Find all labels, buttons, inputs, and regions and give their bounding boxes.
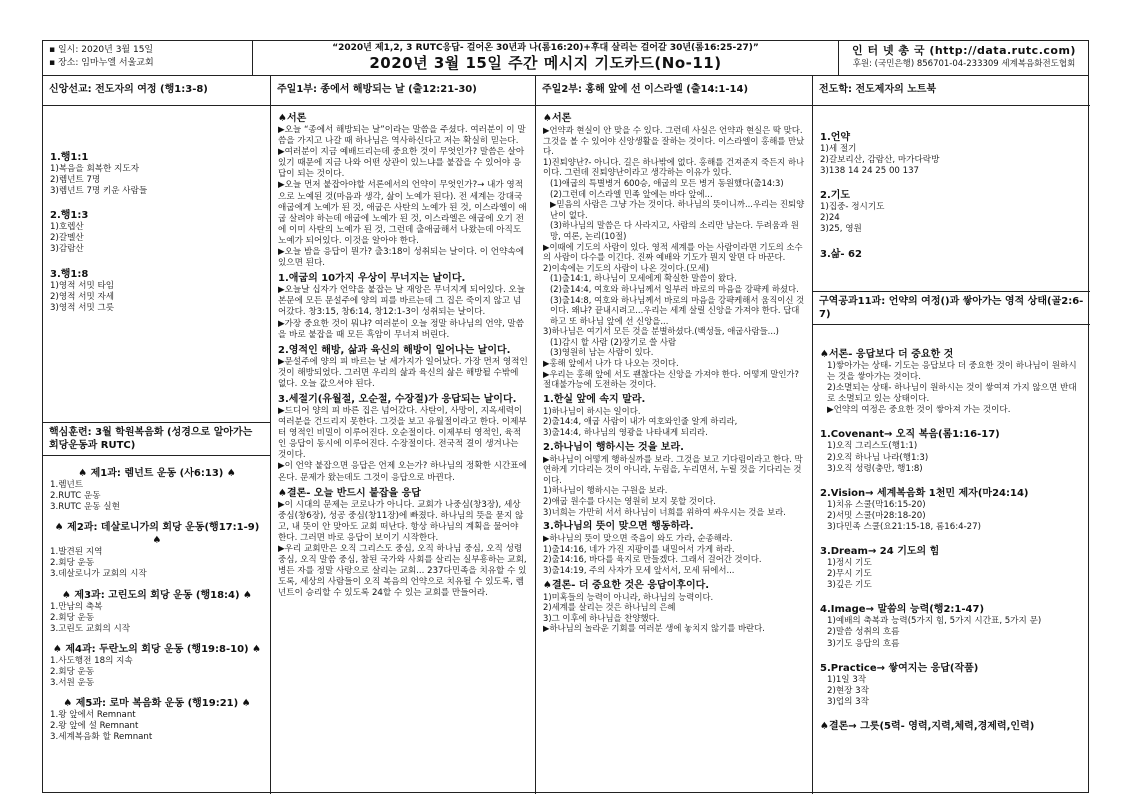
column-4-heading: 전도학: 전도제자의 노트북 (813, 75, 1090, 106)
body-line: ▶이때에 기도의 사람이 있다. 영적 세계를 아는 사람이라면 기도의 소수의 사람이 다수를 이긴다. 진짜 예배와 기도가 뭔지 알면 다 바꾼다. (543, 241, 803, 263)
body-line: ▶오늘 밤을 응답이 뭔가? 출3:18이 성취되는 날이다. 이 언약속에 있으면 된다. (278, 247, 524, 269)
body-line: 2)이속에는 기도의 사람이 나온 것이다.(모세) (543, 262, 709, 273)
body-line: (1)출14:1, 하나님이 모세에게 확실한 말씀이 왔다. (550, 273, 737, 284)
practice-item: 2)무시 기도 (827, 569, 872, 580)
lesson-item: 1.왕 앞에서 Remnant (50, 710, 136, 721)
body-line: ▶오늘 먼저 붙잡아야할 서론에서의 언약이 무엇인가?→ 내가 영적으로 노예된 것(마음과 생각, 삶이 노예가 된다). 전 세계는 강대국 애굽에게 노예가 된 것, 애굽은 사탄의 노예가 된 것, 이스라엘이 애굽 살려야 하는데 애굽에 노예가 된 것, 이스라엘은 애굽에 오기 전에 이미 사탄의 노예가 된 것, 그런데 출애굽해서 나왔는데 아직도 노예가 되어있다. 이것을 알아야 한다. (278, 180, 527, 246)
body-line: ▶오늘 “종에서 해방되는 날”이라는 말씀을 주셨다. 여러분이 이 말씀을 가지고 나갈 때 하나님은 역사하신다고 저는 확실히 믿는다. (278, 125, 526, 147)
body-line: (1)애굽의 특별병거 600승, 애굽의 모든 병거 동원했다(출14:3) (550, 177, 784, 188)
body-line: 2)애굽 원수를 다시는 영원히 보지 못할 것이다. (543, 496, 716, 506)
practice-item: 2)오직 하나님 나라(행1:3) (827, 452, 929, 463)
body-line: ▶이 언약 붙잡으면 응답은 언제 오는가? 하나님의 정확한 시간표에 온다. 문제가 왔는데도 그것이 응답으로 바뀐다. (278, 461, 527, 483)
practice-section-title: 2.Vision→ 세계복음화 1천민 제자(마24:14) (820, 487, 1029, 499)
body-line: ▶하나님이 어떻게 행하실까를 보라. 그것을 보고 기다림이라고 한다. 막연하게 기다리는 것이 아니라, 누림을, 누리면서, 누릴 것을 기다리는 것이다. (543, 453, 803, 485)
practice-item: 3)기도 응답의 흐름 (827, 638, 900, 649)
body-line: 1)진퇴양난?- 아니다. 길은 하나밖에 없다. 홍해를 건져준지 죽든지 하나이다. 그런데 진퇴양난이라고 생각하는 이유가 있다. (543, 156, 805, 178)
practice-item: 1)정시 기도 (827, 558, 872, 569)
column-1-heading: 신앙선교: 전도자의 여정 (행1:3-8) (43, 75, 270, 106)
header-subtitle: “2020년 제1,2, 3 RUTC응답- 걸어온 30년과 나(롬16:20)+후대 살리는 걸어갈 30년(롬16:25-27)” (332, 43, 759, 53)
lesson-item: 2.회당 운동 (50, 558, 95, 569)
outline-heading: 3.삶- 62 (820, 248, 862, 260)
practice-item: 3)깊은 기도 (827, 580, 872, 591)
prayer-card (42, 40, 1089, 793)
header-site: 인 터 넷 총 국 (http://data.rutc.com) (852, 44, 1076, 57)
header-place: ▪ 장소: 임마누엘 서울교회 (49, 58, 154, 68)
section-heading: 1.애굽의 10가지 우상이 무너지는 날이다. (278, 273, 466, 285)
body-line: 1)출14:16, 네가 가진 지팡이를 내밀어서 가게 하라. (543, 543, 735, 554)
outline-item: 2)영적 서밋 자세 (50, 291, 115, 302)
body-line: 1)미혹들의 능력이 아니라, 하나님의 능력이다. (543, 591, 714, 602)
column-2 (271, 75, 536, 794)
column-1 (43, 75, 271, 794)
outline-item: 1)복음을 회복한 지도자 (50, 164, 139, 174)
body-line: ▶언약과 현실이 안 맞을 수 있다. 그런데 사실은 언약과 현실은 딱 맞다. 그것을 볼 수 있어야 신앙생활을 잘하는 것이다. 이스라엘이 홍해를 만났다. (543, 125, 805, 157)
body-line: (3)영원히 남는 사람이 있다. (550, 347, 654, 358)
section-heading: 2.하나님이 행하시는 것을 보라. (543, 441, 684, 453)
lesson-title: ♠ 제1과: 렘넌트 운동 (사6:13) ♠ (78, 468, 236, 479)
lesson-item: 2.왕 앞에 설 Remnant (50, 721, 139, 732)
header-donation: 후원: (국민은행) 856701-04-233309 세계복음화전도협회 (852, 59, 1076, 69)
body-line: ▶우리는 홍해 앞에 서도 괜찮다는 신앙을 가져야 한다. 어떻게 말인가? 절대불가능에 도전하는 것이다. (543, 368, 799, 390)
column-3-heading: 주일2부: 홍해 앞에 선 이스라엘 (출14:1-14) (536, 75, 812, 106)
lesson-item: 1.만남의 축복 (50, 601, 103, 612)
body-line: ▶믿음의 사람은 그냥 가는 것이다. 하나님의 뜻이니까...우리는 진퇴양난이 없다. (550, 199, 805, 220)
header-contact (838, 41, 1090, 75)
practice-item: 3)업의 3작 (827, 696, 869, 707)
body-line: ▶이 시대의 문제는 코로나가 아니다. 교회가 나중심(창3장), 세상 중심(창6장), 성공 중심(창11장)에 빠졌다. 하나님의 뜻을 묻지 않고, 내 뜻이 안 맞아도 교회 떠난다. 항상 하나님의 계획을 물어야 한다. 그러면 바로 응답이 보이기 시작한다. (278, 499, 524, 543)
outline-item: 1)호렙산 (50, 222, 84, 233)
body-line: ▶드디어 양의 피 바른 집은 넘어갔다. 사탄이, 사망이, 지옥세력이 여러분을 건드리지 못한다. 그것을 보고 유월절이라고 한다. 이제부터 영적인 비밀이 이루어진다. 오순절이다. 이제부터 영적인, 육적인 응답이 동시에 이루어진다. 수장절이다. 전국적 결이 생겨나는 것이다. (278, 405, 527, 461)
practice-heading: 구역공과11과: 언약의 여정()과 쌓아가는 영적 상태(골2:6-7) (813, 292, 1090, 325)
practice-item: 1)치유 스쿨(막16:15-20) (827, 499, 926, 510)
conclusion: ♠결론→ 그릇(5력- 영력,지력,체력,경제력,인력) (820, 720, 1035, 732)
outline-item: 1)집중- 정시기도 (820, 202, 885, 213)
outline-heading: 1.행1:1 (50, 152, 89, 163)
outline-item: 1)세 절기 (820, 144, 857, 154)
lesson-item: 3.서원 운동 (50, 678, 95, 689)
body-line: 3)출14:19, 주의 사자가 모세 앞서서, 모세 뒤에서... (543, 564, 735, 575)
body-line: 1)하나님이 행하시는 구원을 보라. (543, 485, 668, 496)
body-line: ♠서론 (278, 113, 307, 124)
section-heading: 1.한실 앞에 속지 말라. (543, 393, 646, 405)
core-training-section (43, 422, 270, 743)
body-line: ▶오늘날 십자가 언약을 붙잡는 날 재앙은 무너지게 되어있다. 오늘 본문에 모든 문설주에 양의 피를 바르는데 그 집은 죽이지 않고 넘어갔다. 창3:15, 창6:14, 창12:1-3이 성취되는 날이다. (278, 285, 526, 318)
practice-section (813, 291, 1090, 733)
body-line: 3)너희는 가만히 서서 하나님이 너희를 위하여 싸우시는 것을 보라. (543, 506, 786, 517)
lesson-item: 2.회당 운동 (50, 666, 95, 677)
intro-line: 1)쌓아가는 상태- 기도는 응답보다 더 중요한 것이 하나님이 원하시는 것을 쌓아가는 것이다. (827, 361, 1077, 383)
outline-item: 3)감람산 (50, 244, 84, 255)
core-training-heading: 핵심훈련: 3월 학원복음화 (성경으로 알아가는 회당운동과 RUTC) (43, 423, 270, 456)
sermon-2-body (536, 106, 812, 634)
lesson-item: 3.RUTC 운동 실현 (50, 502, 120, 513)
body-line: ▶가장 중요한 것이 뭐냐? 여러분이 오늘 정말 하나님의 언약, 말씀을 바로 붙잡을 때 모든 흑암이 무너져 버린다. (278, 318, 525, 340)
page-title: 2020년 3월 15일 주간 메시지 기도카드(No-11) (369, 54, 722, 72)
practice-item: 1)오직 그리스도(행1:1) (827, 441, 918, 452)
lesson-item: 1.사도행전 18의 지속 (50, 655, 133, 666)
body-line: ▶여러분이 지금 예배드리는데 중요한 것이 무엇인가? 말씀은 살아있기 때문에 지금 나와 어떤 상관이 있느냐를 붙잡을 수 있어야 응답이 되는 것이다. (278, 147, 525, 180)
header-info (43, 41, 253, 75)
practice-section-title: 1.Covenant→ 오직 복음(롬1:16-17) (820, 429, 1000, 441)
practice-body (813, 325, 1090, 733)
practice-item: 2)현장 3작 (827, 685, 869, 696)
body-line: 2)출14:4, 애굽 사람이 내가 여호와인줄 알게 하리라, (543, 416, 738, 427)
practice-item: 1)예배의 축복과 능력(5가지 힘, 5가지 시간표, 5가지 문) (827, 616, 1042, 627)
body-line: (1)감시 할 사람 (2)장기로 쓸 사람 (550, 336, 677, 347)
outline-item: 3)영적 서밋 그릇 (50, 302, 115, 313)
lesson-item: 2.회당 운동 (50, 612, 95, 623)
body-line: 3)출14:4, 하나님의 영광을 나타내게 되리라. (543, 427, 708, 438)
column-1-outline (43, 106, 270, 422)
lesson-title: ♠ 제2과: 데살로니가의 회당 운동(행17:1-9) ♠ (54, 522, 260, 547)
practice-item: 2)서밋 스쿨(마28:18-20) (827, 510, 926, 521)
body-line: 1)하나님이 하시는 일이다. (543, 405, 641, 416)
practice-item: 1)1일 3작 (827, 674, 867, 685)
body-line: ♠서론 (543, 113, 572, 124)
lesson-item: 1.렘넌트 (50, 480, 84, 490)
body-line: ▶홍해 앞에서 나가 다 나오는 것이다. (543, 358, 679, 369)
practice-item: 3)다민족 스쿨(요21:15-18, 롬16:4-27) (827, 521, 981, 532)
outline-item: 2)갈보리산, 감람산, 마가다락방 (820, 155, 940, 166)
lesson-item: 3.고린도 교회의 시작 (50, 623, 131, 634)
lesson-title: ♠ 제3과: 고린도의 회당 운동 (행18:4) ♠ (61, 589, 253, 601)
lesson-title: ♠ 제4과: 두란노의 회당 운동 (행19:8-10) ♠ (52, 643, 262, 655)
practice-section-title: 4.Image→ 말씀의 능력(행2:1-47) (820, 604, 985, 616)
outline-item: 3)138 14 24 25 00 137 (820, 166, 920, 177)
body-line: ▶하나님의 놀라운 기회를 여러분 생에 놓치지 않기를 바란다. (543, 623, 765, 634)
practice-section-title: 3.Dream→ 24 기도의 힘 (820, 546, 940, 558)
card-header (43, 41, 1088, 76)
lesson-item: 3.세계복음화 할 Remnant (50, 732, 153, 743)
body-line: (2)출14:4, 여호와 하나님께서 일부러 바로의 마음을 강퍅케 하셨다. (550, 283, 799, 294)
section-heading: 2.영적인 해방, 삶과 육신의 해방이 일어나는 날이다. (278, 344, 511, 356)
outline-heading: 2.기도 (820, 190, 851, 202)
outline-heading: 1.언약 (820, 132, 851, 143)
practice-item: 3)오직 성령(충만, 행1:8) (827, 463, 923, 474)
body-line: 3)하나님은 여기서 모든 것을 분별하셨다.(백성들, 애굽사람들...) (543, 326, 779, 337)
body-line: ▶문설주에 양의 피 바르는 날 세가지가 일어났다. 가장 먼저 영적인 것이 해방되었다. 그러면 우리의 삶과 육신의 삶은 해방될 수밖에 없다. 오늘 값으셔야 된다. (278, 356, 528, 389)
practice-section-title: 5.Practice→ 쌓여지는 응답(작품) (820, 662, 979, 674)
body-line: 2)출14:16, 바다를 육지로 만들겠다. 그래서 걸어간 것이다. (543, 554, 762, 565)
section-heading: ♠결론- 오늘 반드시 붙잡을 응답 (278, 487, 421, 499)
body-line: (3)출14:8, 여호와 하나님께서 바로의 마음을 강퍅케해서 움직이신 것이다. 왜냐? 끝내시려고...우리는 세계 살릴 신앙을 가져야 한다. 답대하고 또 하나님 앞에 선 신앙을... (550, 294, 805, 326)
section-heading: 3.하나님의 뜻이 맞으면 행동하라. (543, 521, 694, 533)
body-line: ▶하나님의 뜻이 맞으면 죽음이 와도 가라, 순종해라. (543, 533, 733, 544)
outline-heading: 3.행1:8 (50, 268, 89, 280)
header-date: ▪ 일시: 2020년 3월 15일 (49, 45, 154, 55)
sermon-1-body (271, 106, 535, 599)
column-4 (813, 75, 1090, 794)
outline-item: 2)갈멜산 (50, 233, 84, 244)
body-line: 3)그 이후에 하나님을 찬양했다. (543, 612, 660, 623)
column-3 (536, 75, 813, 794)
outline-item: 3)렘넌트 7명 키운 사람들 (50, 186, 148, 197)
practice-item: 2)말씀 성취의 흐름 (827, 627, 900, 638)
lesson-title: ♠ 제5과: 로마 복음화 운동 (행19:21) ♠ (63, 698, 251, 710)
outline-heading: 2.행1:3 (50, 210, 89, 222)
lesson-item: 2.RUTC 운동 (50, 491, 101, 502)
lesson-item: 3.데살로니가 교회의 시작 (50, 569, 147, 580)
intro-line: 2)소멸되는 상태- 하나님이 원하시는 것이 쌓여져 가지 않으면 반대로 소멸되고 있는 상태이다. (827, 383, 1077, 405)
outline-item: 3)25, 영원 (820, 224, 862, 235)
intro-title: ♠서론- 응답보다 더 중요한 것 (820, 349, 954, 360)
section-heading: ♠결론- 더 중요한 것은 응답이후이다. (543, 579, 710, 591)
body-line: (2)그런데 이스라엘 민족 앞에는 바다 앞에... (550, 188, 713, 199)
outline-item: 1)영적 서밋 타임 (50, 280, 115, 291)
header-title-box (253, 41, 839, 75)
section-heading: 3.세절기(유월절, 오순절, 수장절)가 응답되는 날이다. (278, 393, 517, 405)
intro-line: ▶언약의 여정은 중요한 것이 쌓아져 가는 것이다. (827, 405, 1011, 416)
body-line: (3)하나님의 말씀은 다 사라지고, 사람의 소리만 남는다. 두려움과 원망, 여론, 논리(10절) (550, 220, 799, 241)
body-line: 2)세계를 살리는 것은 하나님의 은혜 (543, 602, 676, 613)
notebook-outline (813, 106, 1090, 291)
column-2-heading: 주일1부: 종에서 해방되는 날 (출12:21-30) (271, 75, 535, 106)
lesson-item: 1.발견된 지역 (50, 547, 103, 558)
lessons-list (43, 456, 270, 743)
outline-item: 2)24 (820, 213, 840, 224)
body-line: ▶우리 교회만은 오직 그리스도 중심, 오직 하나님 중심, 오직 성령 중심, 오직 말씀 중심, 참된 국가와 사회를 살리는 실부흥하는 교회, 병든 자를 정말 사랑으로 살리는 교회... 237다민족을 치유할 수 있도록, 세상의 사람들이 오직 복음의 언약으로 치유될 수 있도록, 렘넌트이 승리할 수 있도록 24할 수 있는 교회를 만들어라. (278, 544, 527, 599)
outline-item: 2)렘넌트 7명 (50, 175, 101, 186)
